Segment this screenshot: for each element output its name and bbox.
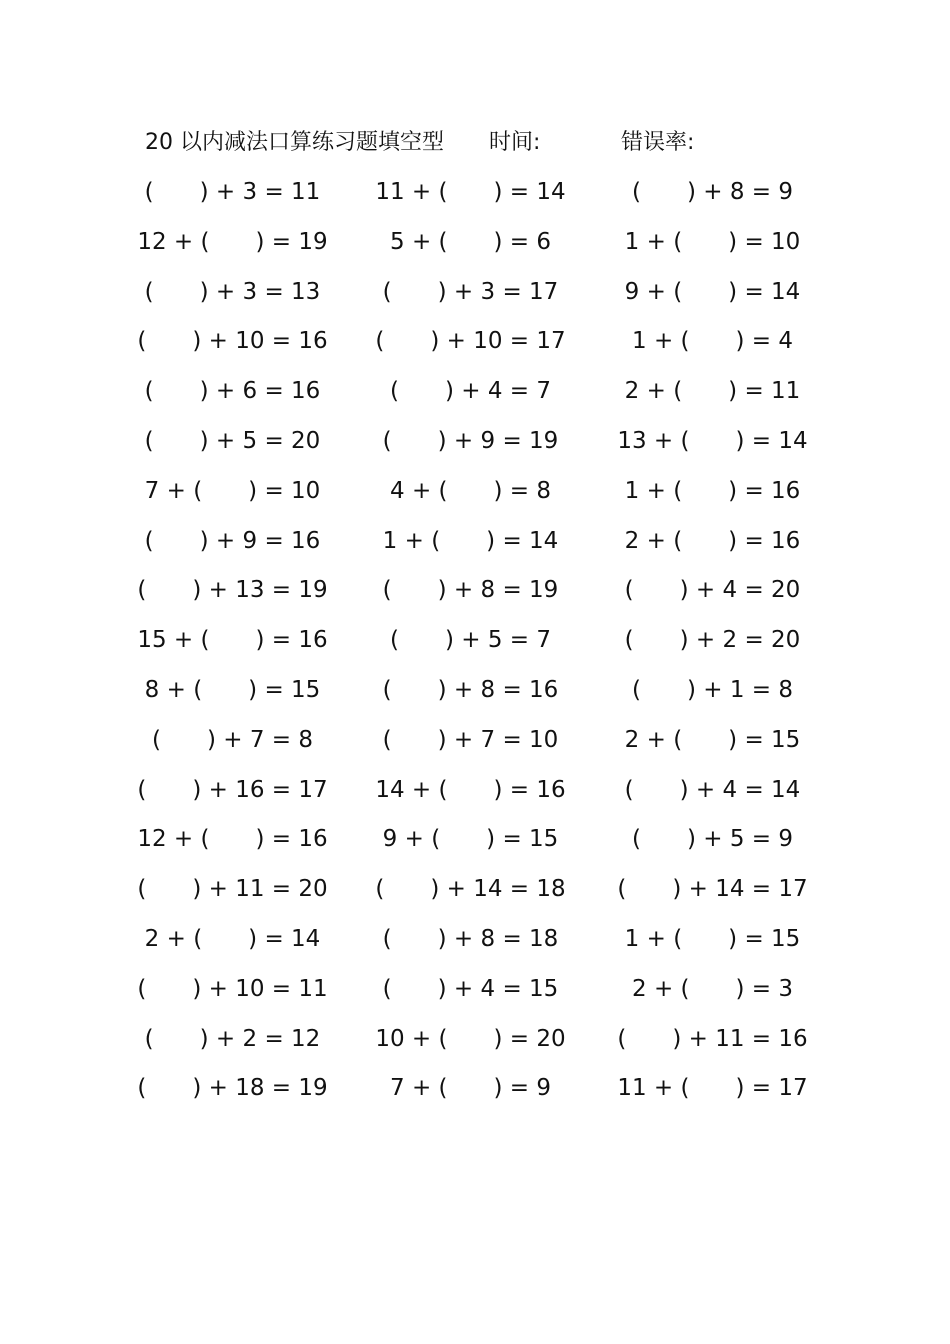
problem-item: ( ) + 2 = 20 bbox=[624, 627, 801, 654]
problem-row bbox=[0, 471, 950, 521]
problem-item: 12 + ( ) = 16 bbox=[137, 826, 328, 853]
problem-item: ( ) + 14 = 18 bbox=[375, 876, 566, 903]
problem-item: ( ) + 10 = 17 bbox=[375, 328, 566, 355]
problem-item: ( ) + 5 = 20 bbox=[144, 427, 321, 454]
problem-item: 2 + ( ) = 14 bbox=[144, 925, 321, 952]
problem-row bbox=[0, 670, 950, 720]
problem-item: ( ) + 3 = 17 bbox=[382, 278, 559, 305]
error-rate-label: 错误率: bbox=[621, 130, 695, 155]
problem-item: 4 + ( ) = 8 bbox=[390, 477, 551, 504]
problem-item: 9 + ( ) = 15 bbox=[382, 826, 559, 853]
problem-item: 14 + ( ) = 16 bbox=[375, 776, 566, 803]
problem-row bbox=[0, 969, 950, 1019]
problem-item: 11 + ( ) = 17 bbox=[617, 1075, 808, 1102]
problem-item: ( ) + 4 = 7 bbox=[390, 378, 551, 405]
problem-item: 9 + ( ) = 14 bbox=[624, 278, 801, 305]
problem-item: ( ) + 1 = 8 bbox=[632, 676, 793, 703]
problem-item: ( ) + 8 = 9 bbox=[632, 179, 793, 205]
problem-item: 1 + ( ) = 14 bbox=[382, 527, 559, 554]
problem-item: 8 + ( ) = 15 bbox=[144, 676, 321, 703]
problem-item: ( ) + 16 = 17 bbox=[137, 776, 328, 803]
time-label: 时间: bbox=[489, 130, 541, 155]
problem-item: 2 + ( ) = 11 bbox=[624, 378, 801, 405]
problem-item: ( ) + 10 = 11 bbox=[137, 975, 328, 1002]
problem-item: 1 + ( ) = 10 bbox=[624, 228, 801, 255]
problem-item: ( ) + 11 = 20 bbox=[137, 876, 328, 903]
problem-row bbox=[0, 222, 950, 272]
worksheet-title: 20 以内减法口算练习题填空型 bbox=[145, 130, 444, 155]
problem-item: ( ) + 6 = 16 bbox=[144, 378, 321, 405]
problem-item: 15 + ( ) = 16 bbox=[137, 627, 328, 654]
problem-item: ( ) + 9 = 19 bbox=[382, 427, 559, 454]
problem-row bbox=[0, 521, 950, 571]
problem-row bbox=[0, 371, 950, 421]
problem-grid bbox=[0, 172, 950, 1118]
problem-row bbox=[0, 819, 950, 869]
problem-item: 1 + ( ) = 15 bbox=[624, 925, 801, 952]
problem-row bbox=[0, 720, 950, 770]
problem-item: ( ) + 3 = 11 bbox=[144, 179, 321, 205]
problem-row bbox=[0, 770, 950, 820]
problem-item: 2 + ( ) = 3 bbox=[632, 975, 793, 1002]
problem-item: 10 + ( ) = 20 bbox=[375, 1025, 566, 1052]
problem-item: ( ) + 4 = 14 bbox=[624, 776, 801, 803]
problem-item: 13 + ( ) = 14 bbox=[617, 427, 808, 454]
problem-item: ( ) + 7 = 10 bbox=[382, 726, 559, 753]
problem-row bbox=[0, 869, 950, 919]
problem-item: ( ) + 9 = 16 bbox=[144, 527, 321, 554]
problem-item: 7 + ( ) = 9 bbox=[390, 1075, 551, 1102]
problem-item: ( ) + 14 = 17 bbox=[617, 876, 808, 903]
problem-item: ( ) + 8 = 18 bbox=[382, 925, 559, 952]
problem-item: ( ) + 5 = 7 bbox=[390, 627, 551, 654]
problem-row bbox=[0, 620, 950, 670]
problem-item: ( ) + 10 = 16 bbox=[137, 328, 328, 355]
problem-row bbox=[0, 421, 950, 471]
problem-item: 11 + ( ) = 14 bbox=[375, 179, 566, 205]
problem-row bbox=[0, 1019, 950, 1069]
problem-item: ( ) + 5 = 9 bbox=[632, 826, 793, 853]
problem-row bbox=[0, 570, 950, 620]
problem-item: 2 + ( ) = 15 bbox=[624, 726, 801, 753]
problem-item: 1 + ( ) = 4 bbox=[632, 328, 793, 355]
problem-item: ( ) + 18 = 19 bbox=[137, 1075, 328, 1102]
problem-item: ( ) + 11 = 16 bbox=[617, 1025, 808, 1052]
problem-item: ( ) + 2 = 12 bbox=[144, 1025, 321, 1052]
problem-row bbox=[0, 321, 950, 371]
problem-item: ( ) + 4 = 20 bbox=[624, 577, 801, 604]
problem-item: 2 + ( ) = 16 bbox=[624, 527, 801, 554]
problem-item: ( ) + 3 = 13 bbox=[144, 278, 321, 305]
problem-item: ( ) + 8 = 16 bbox=[382, 676, 559, 703]
problem-item: 1 + ( ) = 16 bbox=[624, 477, 801, 504]
problem-item: 5 + ( ) = 6 bbox=[390, 228, 551, 255]
problem-item: ( ) + 4 = 15 bbox=[382, 975, 559, 1002]
problem-item: ( ) + 7 = 8 bbox=[152, 726, 313, 753]
problem-item: ( ) + 13 = 19 bbox=[137, 577, 328, 604]
problem-row bbox=[0, 272, 950, 322]
problem-row bbox=[0, 172, 950, 222]
problem-row bbox=[0, 919, 950, 969]
problem-item: ( ) + 8 = 19 bbox=[382, 577, 559, 604]
problem-item: 12 + ( ) = 19 bbox=[137, 228, 328, 255]
problem-row bbox=[0, 1068, 950, 1118]
problem-item: 7 + ( ) = 10 bbox=[144, 477, 321, 504]
